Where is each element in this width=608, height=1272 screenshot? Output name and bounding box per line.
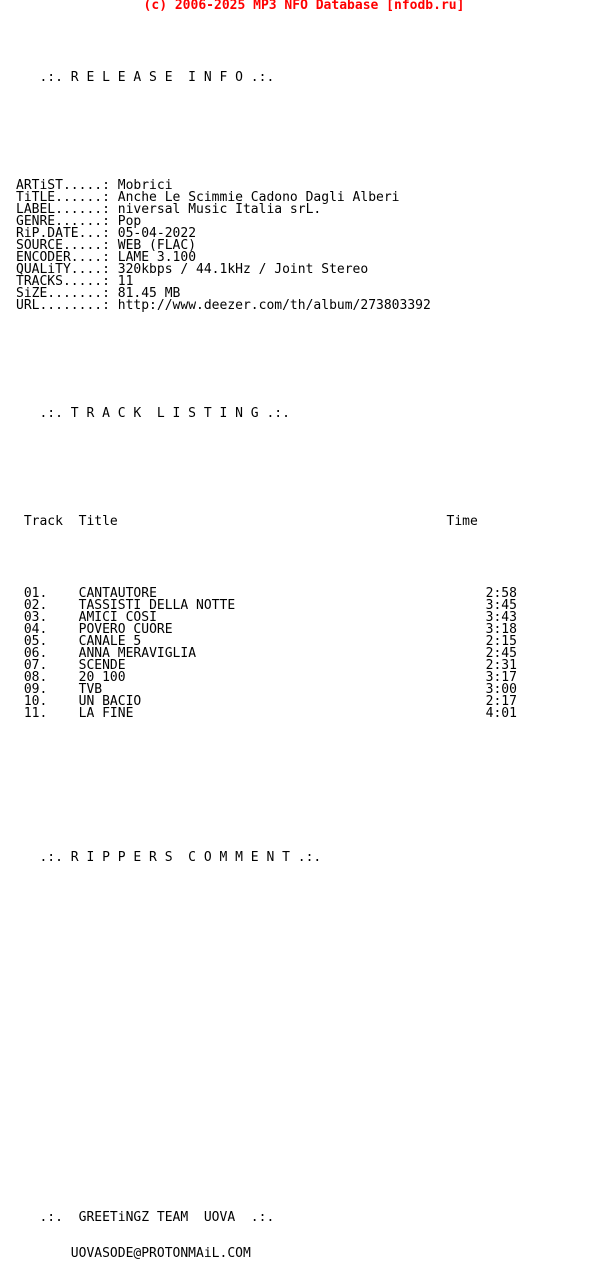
release-field-value: http://www.deezer.com/th/album/273803392 [117,298,431,313]
release-field-value: LAME 3.100 [117,250,197,265]
track-number: 11. [23,706,48,721]
release-field-value: Pop [117,214,142,229]
rippers-comment-heading: .:. R I P P E R S C O M M E N T .:. [16,850,322,865]
track-time: 4:01 [485,706,517,721]
track-title: POVERO CUORE [78,622,173,637]
release-field-value: niversal Music Italia srL. [117,202,322,217]
release-field-value: 05-04-2022 [117,226,197,241]
track-title: CANALE 5 [78,634,142,649]
greetings-email: UOVASODE@PROTONMAiL.COM [16,1246,251,1261]
release-info-heading: .:. R E L E A S E I N F O .:. [16,70,275,85]
track-time: 2:31 [485,658,517,673]
release-field-value: Anche Le Scimmie Cadono Dagli Alberi [117,190,400,205]
release-field-value: Mobrici [117,178,173,193]
release-field-key: URL........: [16,298,118,313]
track-number: 05. [23,634,48,649]
release-field-key: GENRE......: [16,214,118,229]
track-title: UN BACIO [78,694,142,709]
track-title: LA FINE [78,706,134,721]
release-field-value: WEB (FLAC) [117,238,197,253]
release-field-value: 81.45 MB [117,286,181,301]
release-field-key: SiZE.......: [16,286,118,301]
track-title: TASSISTI DELLA NOTTE [78,598,236,613]
col-title-header: Title [78,514,118,529]
col-track-header: Track [23,514,63,529]
track-time: 2:15 [485,634,517,649]
track-title: ANNA MERAVIGLIA [78,646,197,661]
track-title: SCENDE [78,658,126,673]
track-time: 3:45 [485,598,517,613]
track-listing-heading: .:. T R A C K L I S T I N G .:. [16,406,290,421]
track-title: TVB [78,682,103,697]
track-number: 08. [23,670,48,685]
release-field-key: ENCODER....: [16,250,118,265]
nfodb-header: (c) 2006-2025 MP3 NFO Database [nfodb.ru] [143,0,465,13]
release-field-value: 11 [117,274,134,289]
release-field-key: ARTiST.....: [16,178,118,193]
track-time: 2:45 [485,646,517,661]
col-time-header: Time [446,514,478,529]
greetings-line: .:. GREETiNGZ TEAM UOVA .:. [16,1210,275,1225]
track-time: 3:18 [485,622,517,637]
track-time: 3:17 [485,670,517,685]
track-title: 20 100 [78,670,126,685]
track-number: 06. [23,646,48,661]
release-field-key: SOURCE.....: [16,238,118,253]
release-field-key: QUALiTY....: [16,262,118,277]
track-row [16,708,517,720]
track-list [16,588,517,720]
track-number: 01. [23,586,48,601]
track-title: CANTAUTORE [78,586,157,601]
release-field-row [16,300,517,312]
track-listing-column-headers [16,516,517,528]
release-field-key: TRACKS.....: [16,274,118,289]
release-field-key: RiP.DATE...: [16,226,118,241]
release-field-value: 320kbps / 44.1kHz / Joint Stereo [117,262,369,277]
release-field-key: LABEL......: [16,202,118,217]
track-number: 04. [23,622,48,637]
track-number: 03. [23,610,48,625]
track-time: 3:00 [485,682,517,697]
track-time: 2:17 [485,694,517,709]
track-number: 09. [23,682,48,697]
track-time: 3:43 [485,610,517,625]
track-number: 02. [23,598,48,613]
track-time: 2:58 [485,586,517,601]
track-number: 07. [23,658,48,673]
track-number: 10. [23,694,48,709]
track-title: AMICI COSI [78,610,157,625]
nfo-document [16,12,517,1272]
release-field-key: TiTLE......: [16,190,118,205]
release-info-fields [16,180,517,312]
